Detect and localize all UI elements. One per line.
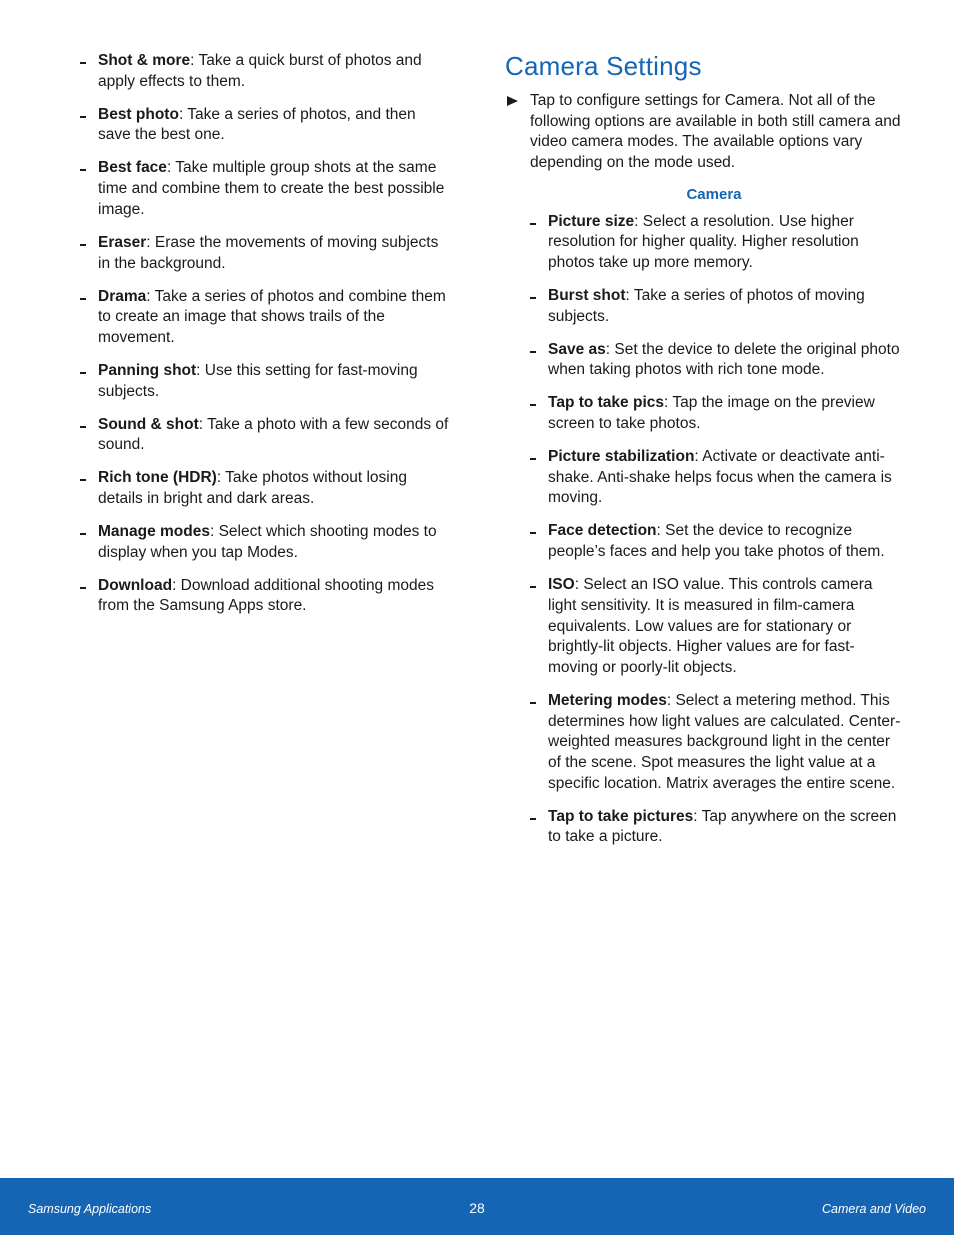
page-title: Camera Settings [505, 51, 702, 81]
item-description: : Set the device to delete the original photo when taking photos with rich tone mode. [548, 340, 900, 379]
page-number: 28 [469, 1200, 485, 1216]
list-item [80, 361, 452, 402]
list-item [530, 521, 903, 562]
item-term: Tap to take pictures [548, 807, 694, 825]
item-term: Eraser [98, 233, 147, 251]
list-item [530, 691, 903, 795]
item-description: : Take photos without losing details in bright and dark areas. [98, 469, 407, 508]
dash-bullet-icon [80, 244, 86, 246]
dash-bullet-icon [530, 818, 536, 820]
dash-bullet-icon [530, 458, 536, 460]
right-column [505, 51, 903, 860]
intro-step [505, 91, 903, 174]
item-description: : Use this setting for fast-moving subjects. [98, 361, 418, 400]
footer-section-right: Camera and Video [821, 1202, 926, 1216]
item-term: Sound & shot [98, 415, 199, 433]
list-item [530, 575, 903, 679]
list-item [80, 576, 452, 617]
item-term: Face detection [548, 522, 657, 540]
dash-bullet-icon [530, 404, 536, 406]
page-footer [0, 1178, 954, 1235]
dash-bullet-icon [530, 702, 536, 704]
item-description: : Erase the movements of moving subjects in the background. [98, 233, 439, 272]
item-term: Best face [98, 159, 167, 177]
item-term: Save as [548, 340, 606, 358]
list-item [80, 522, 452, 563]
list-item [530, 212, 903, 274]
list-item [530, 286, 903, 327]
item-term: Best photo [98, 105, 179, 123]
item-term: ISO [548, 576, 575, 594]
dash-bullet-icon [80, 479, 86, 481]
item-description: : Take a photo with a few seconds of sound. [98, 415, 449, 454]
item-description: : Take a quick burst of photos and apply effects to them. [98, 52, 422, 90]
list-item [80, 287, 452, 349]
list-item [530, 393, 903, 434]
item-term: Picture size [548, 212, 635, 230]
dash-bullet-icon [80, 372, 86, 374]
item-term: Manage modes [98, 523, 210, 541]
item-description: : Take multiple group shots at the same time and combine them to create the best possible image. [98, 159, 445, 218]
dash-bullet-icon [80, 62, 86, 64]
dash-bullet-icon [80, 116, 86, 118]
item-description: : Set the device to recognize people’s faces and help you take photos of them. [548, 522, 885, 561]
item-description: : Select an ISO value. This controls camera light sensitivity. It is measured in film-camera equivalents. Low values are for stationary or brightly-lit objects. Higher values are for fast-moving or poorly-lit objects. [548, 576, 873, 676]
item-description: : Select which shooting modes to display when you tap Modes. [98, 523, 437, 561]
item-description: : Take a series of photos of moving subjects. [548, 286, 865, 325]
dash-bullet-icon [80, 298, 86, 300]
item-term: Shot & more [98, 52, 191, 69]
camera-subheading: Camera [686, 185, 742, 203]
item-term: Burst shot [548, 286, 626, 304]
mode-list [80, 51, 452, 617]
item-description: : Take a series of photos, and then save the best one. [98, 105, 416, 144]
intro-text: Tap to configure settings for Camera. Not all of the following options are available in both still camera and video camera modes. The available options vary depending on the mode used. [530, 92, 901, 172]
list-item [80, 105, 452, 146]
item-term: Download [98, 576, 173, 594]
list-item [530, 340, 903, 381]
item-term: Picture stabilization [548, 448, 695, 466]
list-item [80, 233, 452, 274]
left-column [80, 51, 452, 629]
dash-bullet-icon [530, 586, 536, 588]
item-description: : Tap the image on the preview screen to take photos. [548, 394, 875, 433]
item-description: : Select a resolution. Use higher resolution for higher quality. Higher resolution photos take up more memory. [548, 212, 859, 271]
list-item [80, 468, 452, 509]
dash-bullet-icon [80, 587, 86, 589]
dash-bullet-icon [530, 297, 536, 299]
item-term: Metering modes [548, 691, 667, 709]
dash-bullet-icon [80, 533, 86, 535]
item-description: : Download additional shooting modes from the Samsung Apps store. [98, 576, 435, 615]
item-description: : Activate or deactivate anti-shake. Anti-shake helps focus when the camera is moving. [548, 448, 892, 507]
item-term: Panning shot [98, 361, 197, 379]
item-term: Rich tone (HDR) [98, 469, 217, 487]
camera-settings-list [505, 212, 903, 849]
item-description: : Take a series of photos and combine them to create an image that shows trails of the movement. [98, 287, 446, 346]
footer-section-left: Samsung Applications [28, 1202, 152, 1216]
list-item [80, 51, 452, 92]
item-description: : Select a metering method. This determines how light values are calculated. Center-weighted measures background light in the center of the scene. Spot measures the light value at a specific location. Matrix averages the entire scene. [548, 691, 901, 792]
dash-bullet-icon [80, 169, 86, 171]
dash-bullet-icon [80, 426, 86, 428]
item-term: Tap to take pics [548, 394, 664, 412]
dash-bullet-icon [530, 223, 536, 225]
list-item [530, 807, 903, 848]
list-item [530, 447, 903, 509]
list-item [80, 415, 452, 456]
step-arrow-icon [507, 96, 518, 106]
item-description: : Tap anywhere on the screen to take a picture. [548, 807, 897, 846]
dash-bullet-icon [530, 351, 536, 353]
list-item [80, 158, 452, 220]
item-term: Drama [98, 287, 147, 305]
dash-bullet-icon [530, 532, 536, 534]
